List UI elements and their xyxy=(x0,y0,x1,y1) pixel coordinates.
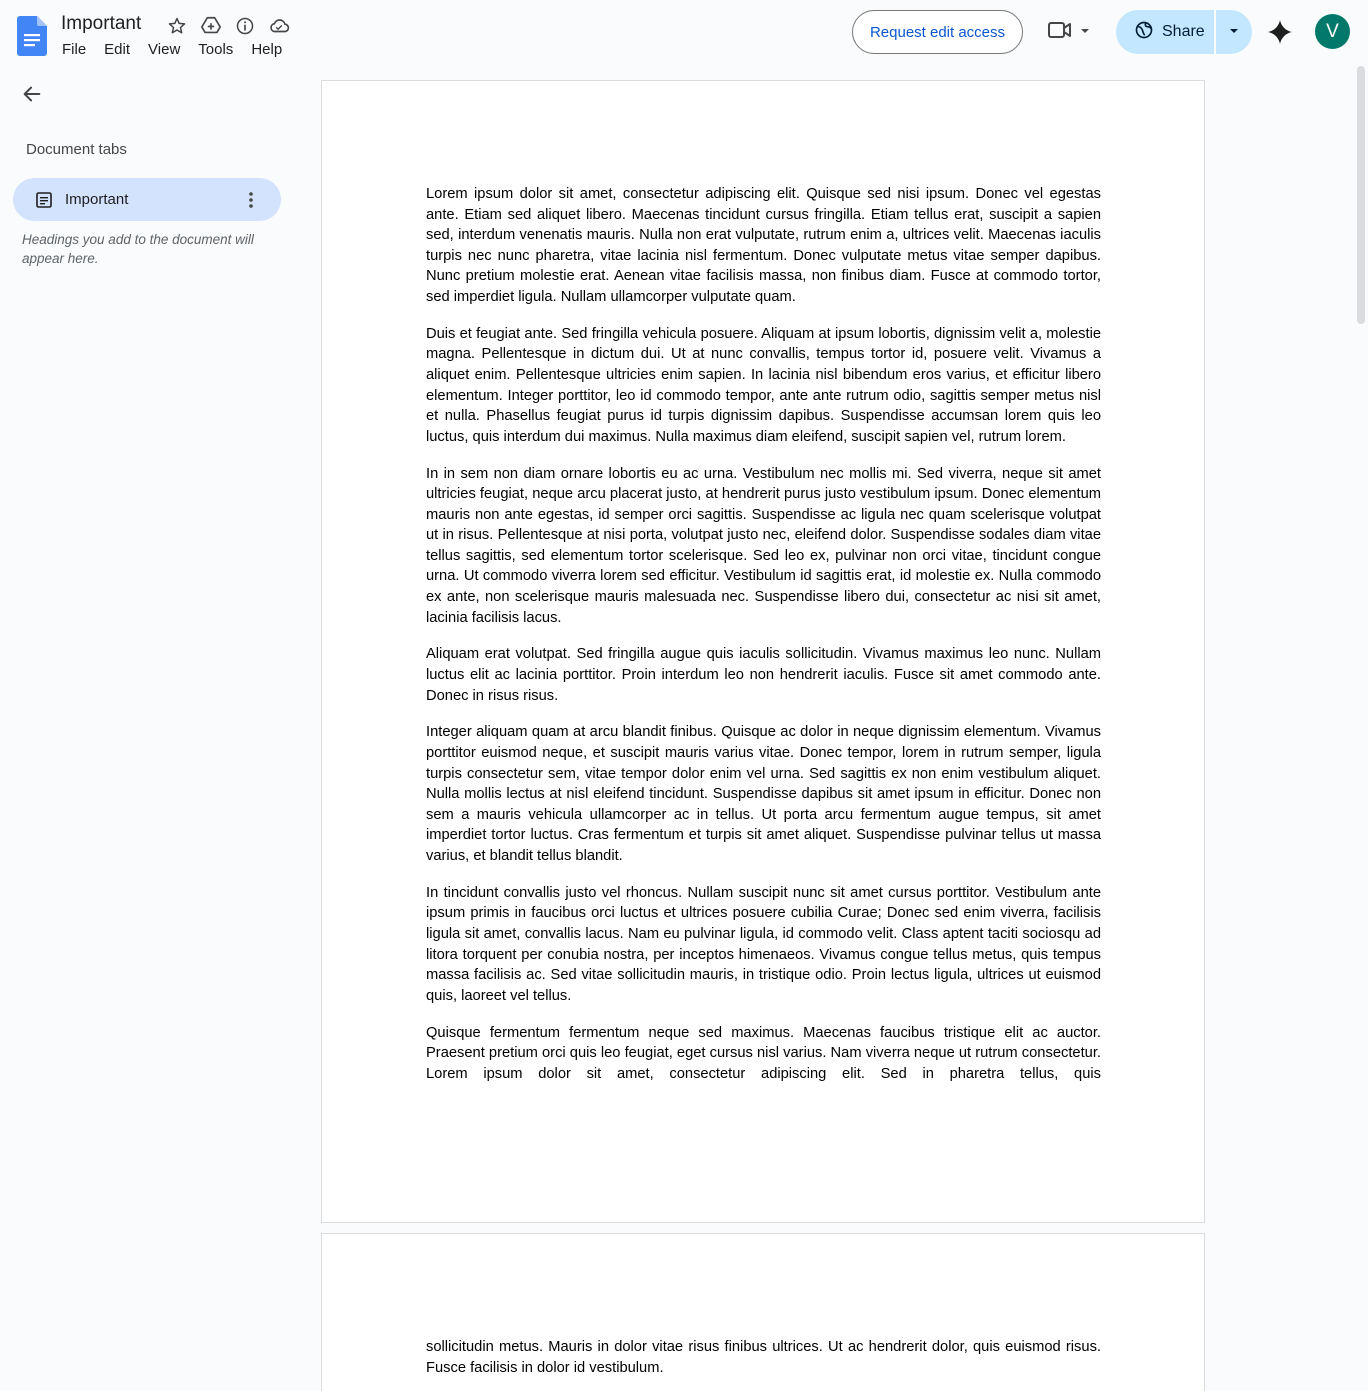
page-body xyxy=(426,184,1101,1100)
top-bar xyxy=(0,0,1368,64)
info-icon[interactable] xyxy=(233,14,257,38)
globe-icon xyxy=(1134,20,1154,45)
gemini-icon[interactable] xyxy=(1266,18,1294,46)
menu-view[interactable]: View xyxy=(148,41,181,58)
menu-tools[interactable]: Tools xyxy=(198,41,234,58)
paragraph[interactable]: Integer aliquam quam at arcu blandit finibus. Quisque ac dolor in neque dignissim elementum. Vivamus porttitor euismod neque, et suscipit mauris varius vitae. Donec tempor, lorem in rutrum semper, ligula turpis consectetur sem, vitae tempor dolor enim vel urna. Sed sagittis ex non enim vestibulum aliquet. Nulla mollis lectus at nisl eleifend tincidunt. Suspendisse dapibus sit amet ipsum in efficitur. Donec non sem a mauris vehicula ullamcorper ac in tellus. Ut porta arcu fermentum augue tempus, sit amet imperdiet tortor luctus. Cras fermentum et turpis sit amet aliquet. Suspendisse pulvinar tellus ut massa varius, et blandit tellus blandit. xyxy=(426,724,1101,864)
chevron-down-icon xyxy=(1228,23,1240,41)
menu-bar xyxy=(57,38,295,62)
vertical-scrollbar[interactable] xyxy=(1357,66,1365,324)
meet-button[interactable] xyxy=(1043,14,1099,50)
menu-edit[interactable]: Edit xyxy=(104,41,131,58)
share-button[interactable] xyxy=(1116,10,1214,54)
paragraph[interactable]: In tincidunt convallis justo vel rhoncus. Nullam suscipit nunc sit amet cursus porttitor. Vestibulum ante ipsum primis in faucibus orci luctus et ultrices posuere cubilia Curae; Donec sed enim viverra, facilisis ligula sit amet, convallis lacus. Nam eu pulvinar ligula, id commodo velit. Class aptent taciti sociosqu ad litora torquent per conubia nostra, per inceptos himenaeos. Vivamus congue tellus metus, quis tempus massa facilisis ac. Sed vitae sollicitudin mauris, in tristique odio. Proin lectus ligula, ultrices ut euismod quis, laoreet vel tellus. xyxy=(426,884,1101,1004)
document-tab-icon xyxy=(35,191,53,209)
document-title[interactable]: Important xyxy=(61,13,142,34)
drive-move-icon[interactable] xyxy=(199,14,223,38)
document-tab-important[interactable] xyxy=(13,178,281,221)
arrow-back-icon[interactable] xyxy=(18,80,46,108)
document-page-2[interactable] xyxy=(321,1233,1205,1391)
request-edit-access-button[interactable]: Request edit access xyxy=(852,10,1023,54)
paragraph[interactable]: Duis et feugiat ante. Sed fringilla vehicula posuere. Aliquam at ipsum lobortis, dignissim velit a, molestie magna. Pellentesque in dictum dui. Ut at nunc convallis, tempus tortor id, posuere velit. Vivamus a aliquet enim. Pellentesque ultricies enim sapien. In lacinia nisl bibendum eros varius, et efficitur libero elementum. Integer porttitor, leo id commodo tempor, ante ante rutrum odio, sagittis semper metus nisl et nulla. Phasellus feugiat purus id turpis dignissim dapibus. Suspendisse accumsan lorem quis leo luctus, quis interdum dui maximus. Nulla maximus diam eleifend, suscipit sapien vel, rutrum lorem. xyxy=(426,325,1101,445)
document-page-1[interactable] xyxy=(321,80,1205,1223)
more-vert-icon[interactable] xyxy=(239,188,263,212)
paragraph[interactable]: Lorem ipsum dolor sit amet, consectetur adipiscing elit. Quisque sed nisi ipsum. Donec vel egestas ante. Etiam sed aliquet libero. Maecenas tincidunt cursus fringilla. Etiam tellus erat, suscipit a sapien sed, interdum venenatis mauris. Nulla non erat vulputate, rutrum enim a, ultrices velit. Maecenas iaculis turpis nec nunc pharetra, vitae lacinia nisl fermentum. Donec vulputate metus vitae semper dapibus. Nunc pretium molestie erat. Aenean vitae facilisis massa, non finibus diam. Fusce at commodo tortor, sed imperdiet ligula. Nullam ullamcorper vulputate quam. xyxy=(426,186,1101,305)
share-label: Share xyxy=(1162,23,1205,40)
paragraph[interactable]: sollicitudin metus. Mauris in dolor vitae risus finibus ultrices. Ut ac hendrerit dolor, quis euismod risus. Fusce facilisis in dolor id vestibulum. xyxy=(426,1339,1101,1376)
star-icon[interactable] xyxy=(165,14,189,38)
video-camera-icon xyxy=(1047,19,1073,46)
document-tabs-heading: Document tabs xyxy=(26,141,127,158)
avatar[interactable]: V xyxy=(1315,14,1350,49)
paragraph[interactable]: Quisque fermentum fermentum neque sed maximus. Maecenas faucibus tristique elit ac auctor. Praesent pretium orci quis leo feugiat, eget cursus nisl varius. Nam viverra neque ut rutrum consectetur. Lorem ipsum dolor sit amet, consectetur adipiscing elit. Sed in pharetra tellus, quis xyxy=(426,1024,1101,1082)
docs-logo-icon[interactable] xyxy=(17,16,47,56)
share-options-button[interactable] xyxy=(1216,10,1252,54)
chevron-down-icon xyxy=(1079,23,1091,41)
paragraph[interactable]: In in sem non diam ornare lobortis eu ac urna. Vestibulum nec mollis mi. Sed viverra, neque sit amet ultricies feugiat, neque arcu placerat justo, at hendrerit purus justo vestibulum ipsum. Donec elementum mauris non ante egestas, id semper orci sagittis. Suspendisse ac ligula nec quam scelerisque volutpat ut in risus. Pellentesque at nisi porta, volutpat justo nec, eleifend dolor. Suspendisse sodales diam vitae tellus sagittis, sed elementum tortor scelerisque. Sed leo ex, pulvinar non orci vitae, tincidunt congue urna. Ut commodo viverra lorem sed efficitur. Vestibulum id sagittis erat, id molestie ex. Nulla commodo ex ante, non scelerisque mauris malesuada nec. Suspendisse libero dui, consectetur ac nisi sit amet, lacinia facilisis lacus. xyxy=(426,465,1101,626)
menu-help[interactable]: Help xyxy=(251,41,283,58)
tab-label: Important xyxy=(65,191,129,208)
cloud-saved-icon[interactable] xyxy=(267,14,291,38)
menu-file[interactable]: File xyxy=(62,41,87,58)
page-body xyxy=(426,1337,1101,1391)
headings-hint: Headings you add to the document will appear here. xyxy=(22,232,254,266)
paragraph[interactable]: Aliquam erat volutpat. Sed fringilla augue quis iaculis sollicitudin. Vivamus maximus leo nunc. Nullam luctus elit ac lacinia porttitor. Proin interdum leo non hendrerit iaculis. Fusce sit amet commodo ante. Donec in risus risus. xyxy=(426,646,1101,704)
